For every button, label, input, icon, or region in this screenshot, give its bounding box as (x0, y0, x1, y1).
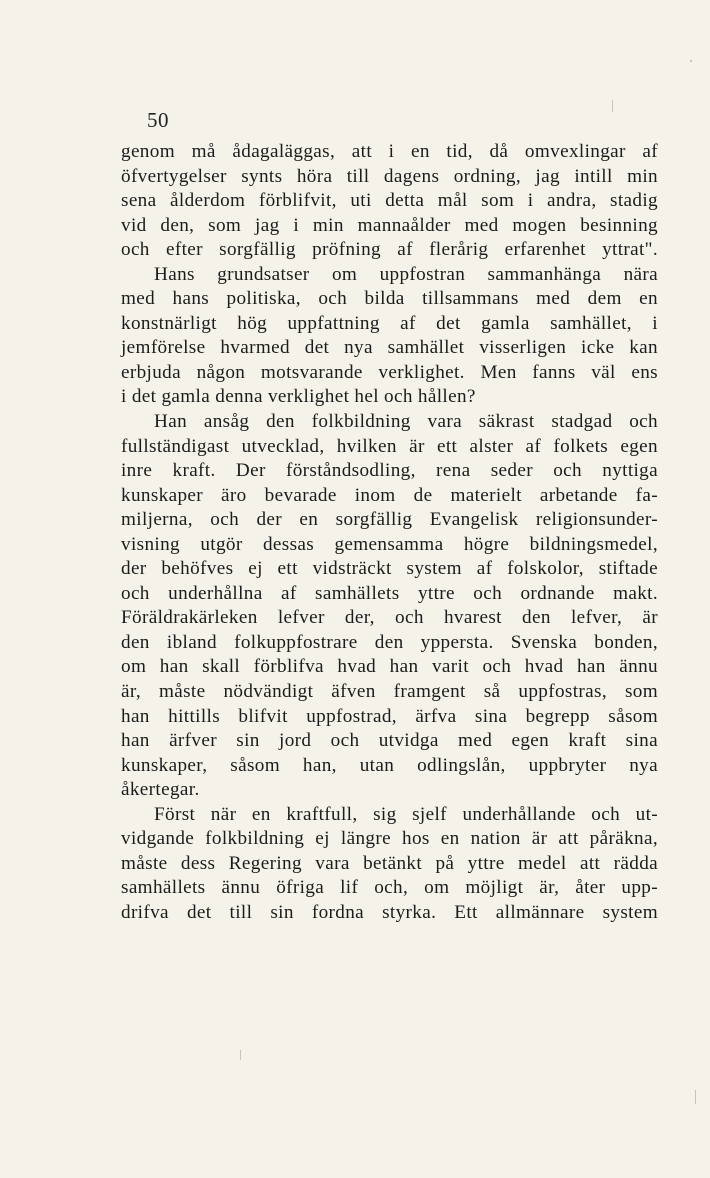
paper-mark (612, 100, 613, 112)
text-line: och underhållna af samhällets yttre och ordnande makt. (121, 582, 658, 604)
text-line: konstnärligt hög uppfattning af det gamla samhället, i (121, 312, 658, 334)
text-line: Först när en kraftfull, sig sjelf underhållande och ut- (154, 803, 658, 825)
text-line: kunskaper, såsom han, utan odlingslån, uppbryter nya (121, 754, 658, 776)
text-line: miljerna, och der en sorgfällig Evangelisk religionsunder- (121, 509, 658, 531)
body-text (121, 140, 658, 926)
text-line: i det gamla denna verklighet hel och hållen? (121, 386, 476, 408)
text-line: den ibland folkuppfostrare den yppersta. Svenska bonden, (121, 631, 658, 653)
text-line: och efter sorgfällig pröfning af flerårig erfarenhet yttrat". (121, 239, 658, 261)
text-line: med hans politiska, och bilda tillsammans med dem en (121, 288, 658, 310)
text-line: genom må ådagaläggas, att i en tid, då omvexlingar af (121, 141, 658, 162)
text-line: vidgande folkbildning ej längre hos en nation är att påräkna, (121, 828, 658, 850)
text-line: jemförelse hvarmed det nya samhället visserligen icke kan (121, 337, 658, 359)
text-line: om han skall förblifva hvad han varit och hvad han ännu (121, 656, 658, 678)
paper-mark (695, 1090, 696, 1104)
text-line: Föräldrakärleken lefver der, och hvarest den lefver, är (121, 607, 658, 629)
text-line: Han ansåg den folkbildning vara säkrast stadgad och (154, 411, 658, 433)
text-line: måste dess Regering vara betänkt på yttre medel att rädda (121, 852, 658, 874)
text-line: han hittills blifvit uppfostrad, ärfva sina begrepp såsom (121, 705, 658, 727)
paper-mark (240, 1050, 241, 1060)
paper-mark (690, 60, 692, 62)
text-line: åkertegar. (121, 779, 200, 801)
text-line: sena ålderdom förblifvit, uti detta mål som i andra, stadig (121, 190, 658, 212)
text-line: der behöfves ej ett vidsträckt system af folskolor, stiftade (121, 558, 658, 580)
text-line: Hans grundsatser om uppfostran sammanhänga nära (154, 263, 658, 285)
text-line: inre kraft. Der förståndsodling, rena seder och nyttiga (121, 460, 658, 482)
text-line: är, måste nödvändigt äfven framgent så uppfostras, som (121, 681, 658, 703)
text-line: samhällets ännu öfriga lif och, om möjligt är, åter upp- (121, 877, 658, 899)
text-line: öfvertygelser synts höra till dagens ordning, jag intill min (121, 165, 658, 187)
text-line: visning utgör dessas gemensamma högre bildningsmedel, (121, 533, 658, 555)
text-line: han ärfver sin jord och utvidga med egen kraft sina (121, 730, 658, 752)
page-number: 50 (147, 108, 169, 132)
text-line: fullständigast utvecklad, hvilken är ett alster af folkets egen (121, 435, 658, 457)
text-line: vid den, som jag i min mannaålder med mogen besinning (121, 214, 658, 236)
text-line: drifva det till sin fordna styrka. Ett allmännare system (121, 901, 658, 923)
text-line: kunskaper äro bevarade inom de materielt arbetande fa- (121, 484, 658, 506)
text-line: erbjuda någon motsvarande verklighet. Men fanns väl ens (121, 361, 658, 383)
